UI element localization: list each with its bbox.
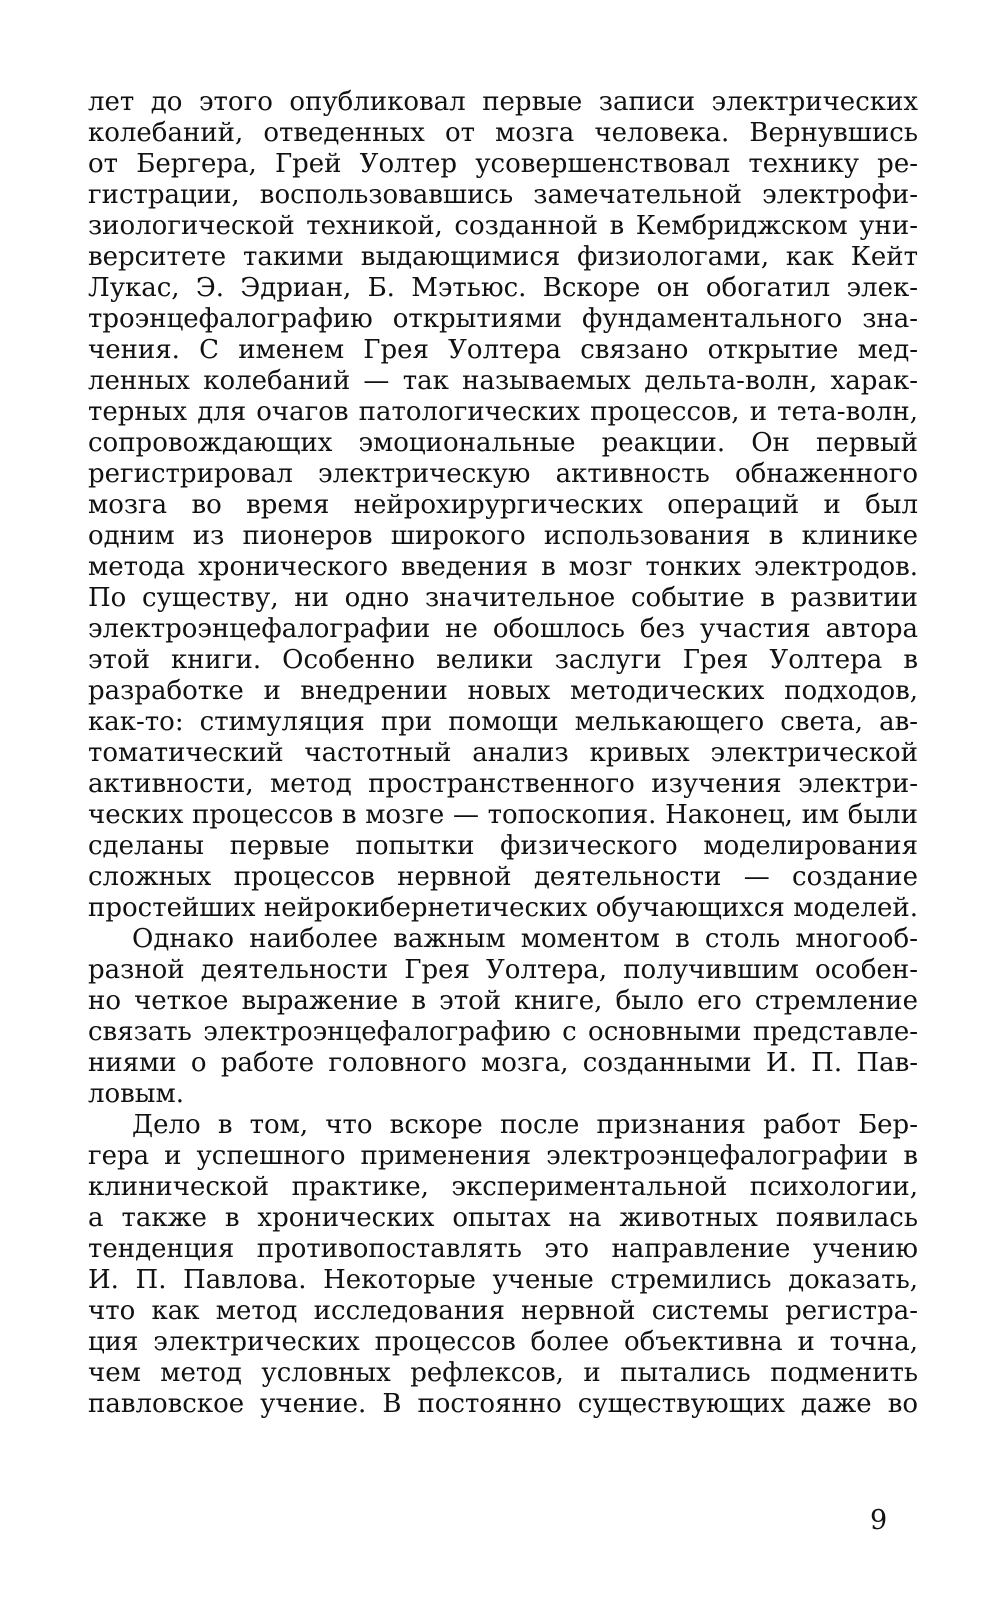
text-line: активности, метод пространственного изучения электри-: [88, 769, 918, 799]
text-line: регистрировал электрическую активность обнаженного: [88, 459, 918, 489]
text-line: что как метод исследования нервной системы регистра-: [88, 1296, 918, 1326]
text-line: томатический частотный анализ кривых электрической: [88, 738, 918, 768]
text-line: электроэнцефалографии не обошлось без участия автора: [88, 614, 918, 644]
text-line: Однако наиболее важным моментом в столь многооб-: [132, 924, 918, 954]
text-line: а также в хронических опытах на животных появилась: [88, 1203, 918, 1233]
text-line: чем метод условных рефлексов, и пытались подменить: [88, 1358, 918, 1388]
text-line: зиологической техникой, созданной в Кембриджском уни-: [88, 211, 918, 241]
text-line: ловым.: [88, 1079, 184, 1109]
text-line: По существу, ни одно значительное событие в развитии: [88, 583, 918, 613]
text-line: ленных колебаний — так называемых дельта-волн, харак-: [88, 366, 918, 396]
text-line: как-то: стимуляция при помощи мелькающего света, ав-: [88, 707, 918, 737]
text-line: Лукас, Э. Эдриан, Б. Мэтьюс. Вскоре он обогатил элек-: [88, 273, 918, 303]
text-line: лет до этого опубликовал первые записи электрических: [88, 87, 918, 117]
text-line: гистрации, воспользовавшись замечательной электрофи-: [88, 180, 918, 210]
text-line: павловское учение. В постоянно существующих даже во: [88, 1389, 918, 1419]
text-line: сопровождающих эмоциональные реакции. Он первый: [88, 428, 918, 458]
text-line: этой книги. Особенно велики заслуги Грея Уолтера в: [88, 645, 918, 675]
text-line: гера и успешного применения электроэнцефалографии в: [88, 1141, 918, 1171]
text-line: ческих процессов в мозге — топоскопия. Наконец, им были: [88, 800, 918, 830]
text-line: разной деятельности Грея Уолтера, получившим особен-: [88, 955, 918, 985]
text-line: метода хронического введения в мозг тонких электродов.: [88, 552, 918, 582]
text-line: сложных процессов нервной деятельности — создание: [88, 862, 918, 892]
body-text: [88, 87, 918, 1420]
page-number: 9: [870, 1505, 888, 1536]
text-line: ция электрических процессов более объективна и точна,: [88, 1327, 918, 1357]
text-line: мозга во время нейрохирургических операций и был: [88, 490, 918, 520]
text-line: троэнцефалографию открытиями фундаментального зна-: [88, 304, 918, 334]
text-line: связать электроэнцефалографию с основными представле-: [88, 1017, 918, 1047]
text-line: разработке и внедрении новых методических подходов,: [88, 676, 918, 706]
text-line: от Бергера, Грей Уолтер усовершенствовал технику ре-: [88, 149, 918, 179]
text-line: клинической практике, экспериментальной психологии,: [88, 1172, 918, 1202]
text-line: верситете такими выдающимися физиологами, как Кейт: [88, 242, 918, 272]
text-line: тенденция противопоставлять это направление учению: [88, 1234, 918, 1264]
text-line: ниями о работе головного мозга, созданными И. П. Пав-: [88, 1048, 918, 1078]
text-line: но четкое выражение в этой книге, было его стремление: [88, 986, 918, 1016]
text-line: И. П. Павлова. Некоторые ученые стремились доказать,: [88, 1265, 918, 1295]
text-line: одним из пионеров широкого использования в клинике: [88, 521, 918, 551]
text-line: терных для очагов патологических процессов, и тета-волн,: [88, 397, 918, 427]
text-line: колебаний, отведенных от мозга человека. Вернувшись: [88, 118, 918, 148]
text-line: простейших нейрокибернетических обучающихся моделей.: [88, 893, 918, 923]
text-line: Дело в том, что вскоре после признания работ Бер-: [132, 1110, 918, 1140]
text-line: сделаны первые попытки физического моделирования: [88, 831, 918, 861]
text-line: чения. С именем Грея Уолтера связано открытие мед-: [88, 335, 918, 365]
